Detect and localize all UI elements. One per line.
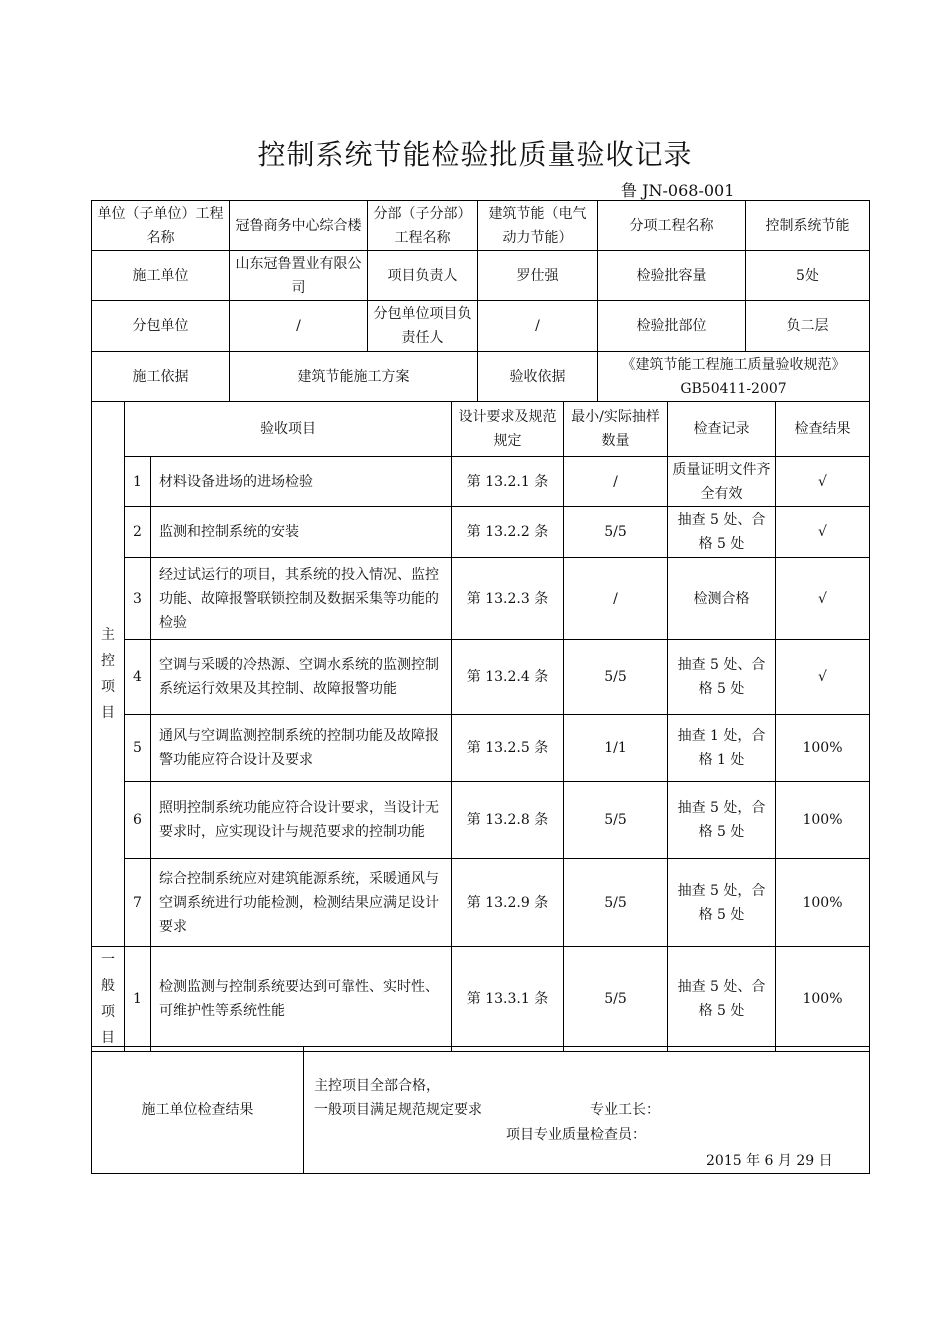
row-number: 5 bbox=[125, 715, 151, 782]
division-value: 建筑节能（电气动力节能） bbox=[478, 201, 598, 251]
row-result: √ bbox=[776, 558, 870, 640]
row-description: 监测和控制系统的安装 bbox=[151, 507, 452, 558]
subcontractor-value: / bbox=[230, 301, 368, 352]
row-sample: 5/5 bbox=[564, 947, 668, 1052]
row-sample: 5/5 bbox=[564, 507, 668, 558]
result-line-main: 主控项目全部合格， bbox=[314, 1078, 440, 1094]
row-record: 检测合格 bbox=[668, 558, 776, 640]
row-record: 抽查 1 处，合格 1 处 bbox=[668, 715, 776, 782]
basis-value: 建筑节能施工方案 bbox=[230, 352, 478, 402]
row-clause: 第 13.2.2 条 bbox=[452, 507, 564, 558]
row-description: 检测监测与控制系统要达到可靠性、实时性、可维护性等系统性能 bbox=[151, 947, 452, 1052]
column-item: 验收项目 bbox=[125, 402, 452, 457]
row-clause: 第 13.2.8 条 bbox=[452, 782, 564, 859]
check-result-content bbox=[304, 1047, 869, 1173]
row-sample: 5/5 bbox=[564, 782, 668, 859]
inspection-items-table bbox=[91, 401, 870, 1052]
location-label: 检验批部位 bbox=[598, 301, 746, 352]
row-record: 抽查 5 处，合格 5 处 bbox=[668, 782, 776, 859]
subcontractor-label: 分包单位 bbox=[92, 301, 230, 352]
row-sample: 1/1 bbox=[564, 715, 668, 782]
column-result: 检查结果 bbox=[776, 402, 870, 457]
row-clause: 第 13.2.9 条 bbox=[452, 859, 564, 947]
row-description: 综合控制系统应对建筑能源系统，采暖通风与空调系统进行功能检测，检测结果应满足设计要求 bbox=[151, 859, 452, 947]
table-row bbox=[92, 558, 870, 640]
row-sample: / bbox=[564, 558, 668, 640]
general-items-label: 一 般 项 目 bbox=[92, 947, 125, 1052]
table-row bbox=[92, 507, 870, 558]
row-number: 2 bbox=[125, 507, 151, 558]
row-record: 抽查 5 处、合格 5 处 bbox=[668, 947, 776, 1052]
row-result: √ bbox=[776, 507, 870, 558]
row-number: 1 bbox=[125, 947, 151, 1052]
capacity-value: 5处 bbox=[746, 251, 870, 301]
row-result: √ bbox=[776, 640, 870, 715]
table-row bbox=[92, 640, 870, 715]
division-label: 分部（子分部）工程名称 bbox=[368, 201, 478, 251]
table-row bbox=[92, 457, 870, 507]
row-number: 6 bbox=[125, 782, 151, 859]
foreman-label: 专业工长： bbox=[590, 1102, 660, 1118]
row-description: 通风与空调监测控制系统的控制功能及故障报警功能应符合设计及要求 bbox=[151, 715, 452, 782]
check-date: 2015 年 6 月 29 日 bbox=[706, 1153, 833, 1169]
row-clause: 第 13.2.1 条 bbox=[452, 457, 564, 507]
capacity-label: 检验批容量 bbox=[598, 251, 746, 301]
unit-value: 冠鲁商务中心综合楼 bbox=[230, 201, 368, 251]
row-sample: / bbox=[564, 457, 668, 507]
row-number: 1 bbox=[125, 457, 151, 507]
column-design: 设计要求及规范规定 bbox=[452, 402, 564, 457]
row-result: √ bbox=[776, 457, 870, 507]
row-result: 100% bbox=[776, 715, 870, 782]
row-number: 3 bbox=[125, 558, 151, 640]
row-record: 抽查 5 处、合格 5 处 bbox=[668, 640, 776, 715]
contractor-label: 施工单位 bbox=[92, 251, 230, 301]
manager-label: 项目负责人 bbox=[368, 251, 478, 301]
check-result-label: 施工单位检查结果 bbox=[92, 1047, 304, 1174]
row-description: 空调与采暖的冷热源、空调水系统的监测控制系统运行效果及其控制、故障报警功能 bbox=[151, 640, 452, 715]
row-description: 照明控制系统功能应符合设计要求，当设计无要求时，应实现设计与规范要求的控制功能 bbox=[151, 782, 452, 859]
sub-manager-value: / bbox=[478, 301, 598, 352]
row-clause: 第 13.3.1 条 bbox=[452, 947, 564, 1052]
row-result: 100% bbox=[776, 859, 870, 947]
table-row bbox=[92, 715, 870, 782]
row-clause: 第 13.2.5 条 bbox=[452, 715, 564, 782]
row-result: 100% bbox=[776, 947, 870, 1052]
row-clause: 第 13.2.4 条 bbox=[452, 640, 564, 715]
row-result: 100% bbox=[776, 782, 870, 859]
main-items-label: 主 控 项 目 bbox=[92, 402, 125, 947]
location-value: 负二层 bbox=[746, 301, 870, 352]
unit-label: 单位（子单位）工程名称 bbox=[92, 201, 230, 251]
sub-manager-label: 分包单位项目负责任人 bbox=[368, 301, 478, 352]
accept-basis-value: 《建筑节能工程施工质量验收规范》GB50411-2007 bbox=[598, 352, 870, 402]
row-description: 材料设备进场的进场检验 bbox=[151, 457, 452, 507]
contractor-check-table bbox=[91, 1046, 870, 1174]
page-title: 控制系统节能检验批质量验收记录 bbox=[257, 138, 693, 171]
contractor-value: 山东冠鲁置业有限公司 bbox=[230, 251, 368, 301]
item-name-value: 控制系统节能 bbox=[746, 201, 870, 251]
document-number: 鲁 JN-068-001 bbox=[621, 181, 735, 200]
row-record: 抽查 5 处，合格 5 处 bbox=[668, 859, 776, 947]
item-name-label: 分项工程名称 bbox=[598, 201, 746, 251]
header-info-table bbox=[91, 200, 870, 402]
basis-label: 施工依据 bbox=[92, 352, 230, 402]
row-sample: 5/5 bbox=[564, 859, 668, 947]
table-row bbox=[92, 782, 870, 859]
table-row bbox=[92, 947, 870, 1052]
table-row bbox=[92, 859, 870, 947]
row-number: 4 bbox=[125, 640, 151, 715]
row-clause: 第 13.2.3 条 bbox=[452, 558, 564, 640]
column-sample: 最小/实际抽样数量 bbox=[564, 402, 668, 457]
result-line-general: 一般项目满足规范规定要求 bbox=[314, 1102, 482, 1118]
row-number: 7 bbox=[125, 859, 151, 947]
row-record: 抽查 5 处、合格 5 处 bbox=[668, 507, 776, 558]
row-sample: 5/5 bbox=[564, 640, 668, 715]
manager-value: 罗仕强 bbox=[478, 251, 598, 301]
row-description: 经过试运行的项目，其系统的投入情况、监控功能、故障报警联锁控制及数据采集等功能的检验 bbox=[151, 558, 452, 640]
accept-basis-label: 验收依据 bbox=[478, 352, 598, 402]
inspector-label: 项目专业质量检查员： bbox=[506, 1127, 646, 1143]
column-record: 检查记录 bbox=[668, 402, 776, 457]
row-record: 质量证明文件齐全有效 bbox=[668, 457, 776, 507]
